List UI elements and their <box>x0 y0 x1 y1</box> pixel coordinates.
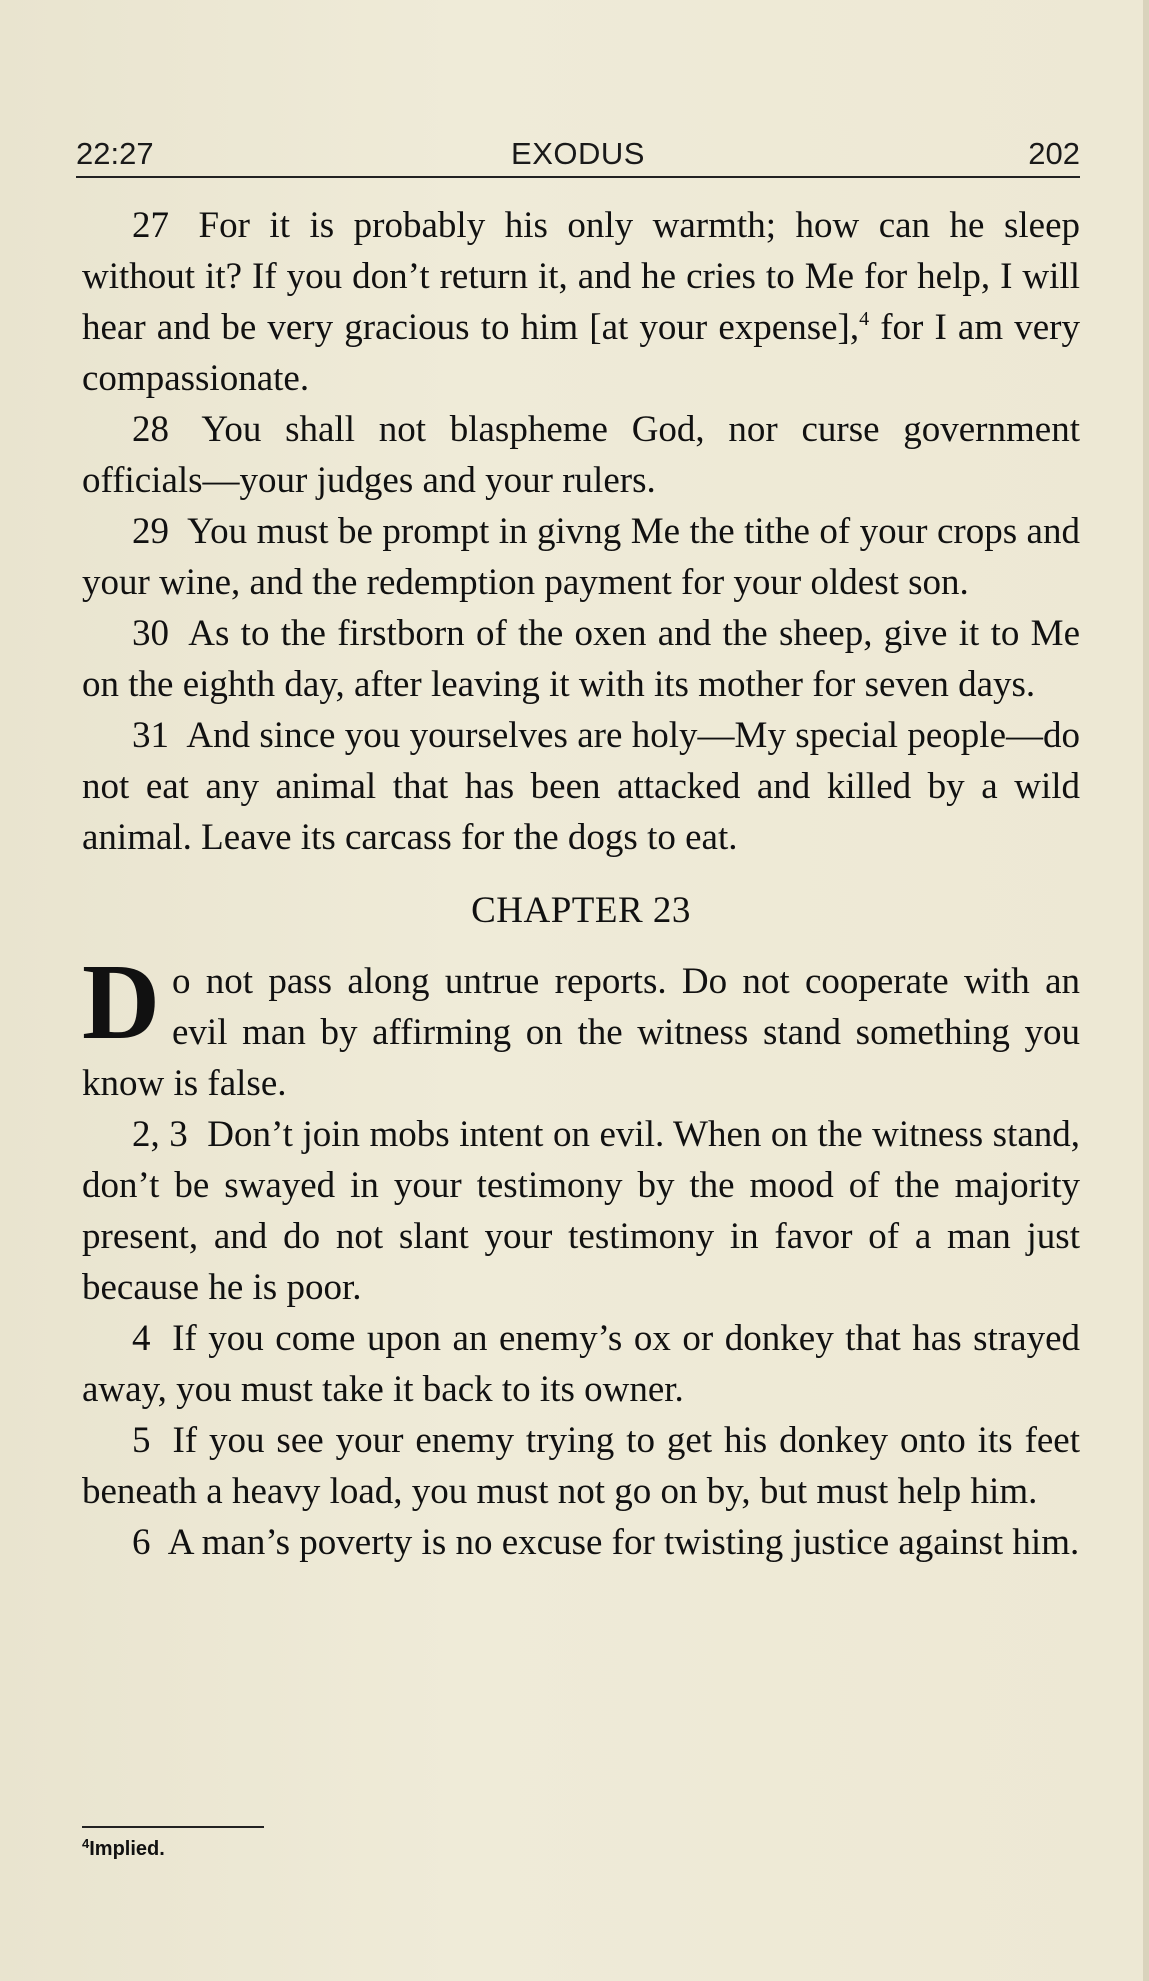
verse-paragraph <box>82 200 1080 404</box>
verse-text: A man’s poverty is no excuse for twisting justice against him. <box>167 1522 1080 1563</box>
verse-number: 5 <box>132 1420 151 1461</box>
book-title: EXODUS <box>511 136 645 171</box>
verse-paragraph <box>82 710 1080 863</box>
verse-text: o not pass along untrue reports. Do not cooperate with an evil man by affirming on the witness stand something you know is false. <box>82 961 1080 1104</box>
verse-paragraph <box>82 608 1080 710</box>
verse-number: 6 <box>132 1522 151 1563</box>
footnote-marker: 4 <box>859 308 870 330</box>
verse-paragraph <box>82 506 1080 608</box>
body-text <box>82 200 1080 1568</box>
verse-paragraph <box>82 1109 1080 1313</box>
verse-text: If you see your enemy trying to get his donkey onto its feet beneath a heavy load, you must not go on by, but must help him. <box>82 1420 1081 1512</box>
verse-paragraph-first <box>82 943 1080 1109</box>
footnote <box>82 1838 165 1861</box>
verse-text: You shall not blaspheme God, nor curse government officials—your judges and your rulers. <box>82 409 1080 501</box>
verse-text: Don’t join mobs intent on evil. When on the witness stand, don’t be swayed in your testimony by the mood of the majority present, and do not slant your testimony in favor of a man just because he is poor. <box>82 1114 1080 1308</box>
verse-number: 30 <box>132 613 169 654</box>
verse-number: 29 <box>132 511 169 552</box>
verse-text: for I am very compassionate. <box>82 307 1080 399</box>
page-edge <box>1143 0 1149 1981</box>
drop-cap: D <box>82 943 160 1062</box>
verse-number: 2, 3 <box>132 1114 188 1155</box>
verse-paragraph <box>82 404 1080 506</box>
footnote-text: Implied. <box>89 1838 165 1860</box>
verse-number: 31 <box>132 715 169 756</box>
verse-text: As to the firstborn of the oxen and the sheep, give it to Me on the eighth day, after leaving it with its mother for seven days. <box>82 613 1080 705</box>
verse-paragraph <box>82 1517 1080 1568</box>
verse-number: 27 <box>132 205 169 246</box>
page-number: 202 <box>1028 136 1080 171</box>
verse-text: If you come upon an enemy’s ox or donkey that has strayed away, you must take it back to its owner. <box>82 1318 1081 1410</box>
running-head <box>76 132 1080 178</box>
chapter-verse-reference: 22:27 <box>76 136 154 171</box>
verse-text: And since you yourselves are holy—My special people—do not eat any animal that has been attacked and killed by a wild animal. Leave its carcass for the dogs to eat. <box>82 715 1080 858</box>
chapter-heading: CHAPTER 23 <box>471 890 691 931</box>
footnote-mark: 4 <box>82 1836 90 1851</box>
verse-text: For it is probably his only warmth; how can he sleep without it? If you don’t return it, and he cries to Me for help, I will hear and be very gracious to him [at your expense], <box>82 205 1081 348</box>
verse-paragraph <box>82 1313 1080 1415</box>
verse-number: 28 <box>132 409 169 450</box>
verse-text: You must be prompt in givng Me the tithe of your crops and your wine, and the redemption payment for your oldest son. <box>82 511 1080 603</box>
verse-number: 4 <box>132 1318 151 1359</box>
verse-paragraph <box>82 1415 1080 1517</box>
footnote-divider <box>82 1826 264 1828</box>
